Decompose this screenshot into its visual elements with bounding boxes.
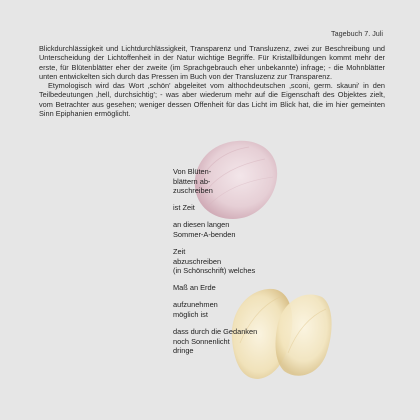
poem-line: Zeit [173, 247, 186, 257]
poem-line: ist Zeit [173, 203, 195, 213]
poem-line: aufzunehmen [173, 300, 218, 310]
page-header: Tagebuch 7. Juli [331, 29, 383, 38]
poem [173, 167, 323, 363]
poem-line: blättern ab- [173, 176, 211, 186]
poem-stanza [173, 327, 323, 356]
poem-stanza [173, 167, 323, 196]
poem-line: an diesen langen [173, 220, 230, 230]
poem-stanza [173, 220, 323, 239]
poem-stanza [173, 283, 323, 293]
poem-line: zuschreiben [173, 186, 213, 196]
poem-line: noch Sonnenlicht [173, 336, 230, 346]
poem-stanza [173, 300, 323, 319]
poem-line: Maß an Erde [173, 283, 216, 293]
poem-line: dringe [173, 346, 194, 356]
poem-stanza [173, 247, 323, 276]
poem-line: abzuschreiben [173, 256, 222, 266]
poem-line: (in Schönschrift) welches [173, 266, 256, 276]
poem-line: dass durch die Gedanken [173, 327, 258, 337]
poem-line: Von Blüten- [173, 167, 212, 176]
paragraph-2: Etymologisch wird das Wort ‚schön' abgeleitet vom althochdeutschen ‚sconi, germ. skauni' in den Teilbedeutungen ‚hell, durchsichtig'; - was aber wiederum mehr auf die Eigenschaft des Objektes zielt, vom Betrachter aus gesehen; weniger dessen Offenheit für das Licht im Blick hat, die im hier gemeinten Sinn Epiphanien ermöglicht. [39, 81, 385, 119]
prose-text [39, 44, 385, 118]
paragraph-1: Blickdurchlässigkeit und Lichtdurchlässigkeit, Transparenz und Transluzenz, zwei zur Beschreibung und Unterscheidung der Lichtoffenheit in der Natur wichtige Begriffe. Für Kristallbildungen kommt mehr der erste, für Blütenblätter eher der zweite (im Sprachgebrauch eher unbekannte) infrage; - die Mohnblätter unten entwickelten sich durch das Pressen im Buch von der Transluzenz zur Transparenz. [39, 44, 385, 81]
poem-line: Sommer-A-benden [173, 229, 236, 239]
poem-stanza [173, 203, 323, 213]
poem-line: möglich ist [173, 310, 208, 320]
